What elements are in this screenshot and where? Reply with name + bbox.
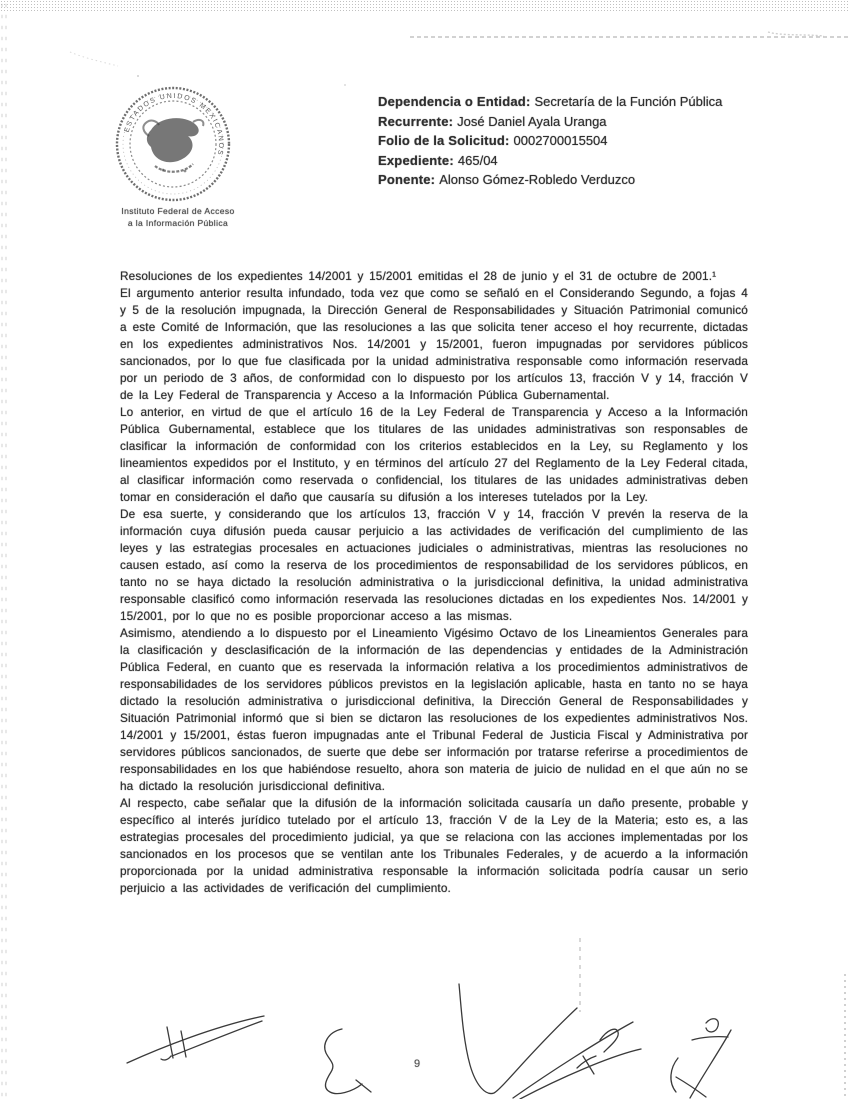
paragraph-de-esa-suerte: De esa suerte, y considerando que los artículos 13, fracción V y 14, fracción V prevén la reserva de la información cuya difusión pueda causar perjuicio a las actividades de verificación del cumplimiento de las leyes y las estrategias procesales en actuaciones judiciales o administrativas, mientras las resoluciones no causen estado, así como la reserva de los procedimientos de responsabilidad de los servidores públicos, en tanto no se haya dictado la resolución administrativa o la jurisdiccional definitiva, la unidad administrativa responsable clasificó como información reservada las resoluciones dictadas en los expedientes Nos. 14/2001 y 15/2001, por lo que no es posible proporcionar acceso a las mismas. [120,507,748,623]
field-dependencia [378,92,816,112]
signature-left [127,1016,264,1063]
field-ponente-label: Ponente: [378,172,436,187]
field-folio-value: 0002700015504 [513,133,608,148]
page-number: 9 [414,1058,421,1070]
document-body [120,268,748,897]
ifai-seal [105,76,241,212]
field-expediente-value: 465/04 [457,152,498,168]
field-ponente [378,170,816,190]
field-expediente-label: Expediente: [378,152,454,168]
seal-caption-line1: Instituto Federal de Acceso [121,206,235,216]
paragraph-lo-anterior: Lo anterior, en virtud de que el artículo 16 de la Ley Federal de Transparencia y Acceso a la Información Pública Gubernamental, establece que los titulares de las unidades administrativas son responsables de clasificar la información de conformidad con los criterios establecidos en la Ley, su Reglamento y los lineamientos expedidos por el Instituto, y en términos del artículo 27 del Reglamento de la Ley Federal citada, al clasificar información como reservada o confidencial, los titulares de las unidades administrativas deben tomar en consideración el daño que causaría su difusión a los intereses tutelados por la Ley. [120,405,748,504]
eagle-emblem-icon [143,118,203,172]
scan-artifact-left-band [0,0,9,1099]
field-expediente [378,151,816,171]
seal-graphic-icon [105,76,241,212]
paragraph-asimismo: Asimismo, atendiendo a lo dispuesto por el Lineamiento Vigésimo Octavo de los Lineamientos Generales para la clasificación y desclasificación de la información de las dependencias y entidades de la Administración Pública Federal, en cuanto que es reservada la información relativa a los procedimientos administrativos de responsabilidades de los servidores públicos previstos en la legislación aplicable, hasta en tanto no se haya dictado la resolución administrativa o jurisdiccional definitiva, la Dirección General de Responsabilidades y Situación Patrimonial informó que si bien se dictaron las resoluciones de los expedientes administrativos Nos. 14/2001 y 15/2001, éstas fueron impugnadas ante el Tribunal Federal de Justicia Fiscal y Administrativa por servidores públicos sancionados, de suerte que debe ser información por tratarse referirse a procedimientos de responsabilidades en los que habiéndose resuelto, ahora son materia de juicio de nulidad en el que aún no se ha dictado la resolución jurisdiccional definitiva. [120,626,748,793]
paragraph-argumento-infundado: El argumento anterior resulta infundado, toda vez que como se señaló en el Considerando Segundo, a fojas 4 y 5 de la resolución impugnada, la Dirección General de Responsabilidades y Situación Patrimonial comunicó a este Comité de Información, que las resoluciones a las que solicita tener acceso el hoy recurrente, dictadas en los expedientes administrativos Nos. 14/2001 y 15/2001, fueron impugnadas por servidores públicos sancionados, por lo que fue clasificada por la unidad administrativa responsable como información reservada por un periodo de 3 años, de conformidad con lo dispuesto por los artículos 13, fracción V y 14, fracción V de la Ley Federal de Transparencia y Acceso a la Información Pública Gubernamental. [120,286,748,402]
field-ponente-value: Alonso Gómez-Robledo Verduzco [439,172,636,187]
field-recurrente-label: Recurrente: [378,113,454,129]
scan-artifact-right-dots [843,972,847,1099]
field-recurrente [378,112,816,132]
signature-curl [325,1029,371,1094]
seal-ring-text: ESTADOS UNIDOS MEXICANOS [123,92,225,157]
scan-artifact-top-line [410,36,850,38]
scan-artifact-top-band [0,0,850,13]
paragraph-al-respecto: Al respecto, cabe señalar que la difusión de la información solicitada causaría un daño presente, probable y específico al interés jurídico tutelado por el artículo 13, fracción V de la Ley de la Materia; esto es, a las estrategias procesales del procedimiento judicial, ya que se relaciona con las acciones implementadas por los sancionados en los procesos que se ventilan ante los Tribunales Federales, y de acuerdo a la información proporcionada por la unidad administrativa responsable la información solicitada podría causar un serio perjuicio a las actividades de verificación del cumplimiento. [120,796,748,895]
field-folio-label: Folio de la Solicitud: [378,133,510,148]
paragraph-resoluciones: Resoluciones de los expedientes 14/2001 y 15/2001 emitidas el 28 de junio y el 31 de octubre de 2001.¹ [120,269,717,283]
signature-large [459,984,641,1099]
field-folio [378,131,816,151]
signature-x-mark [671,1019,731,1098]
field-recurrente-value: José Daniel Ayala Uranga [457,113,607,129]
field-dependencia-label: Dependencia o Entidad: [378,94,531,109]
field-dependencia-value: Secretaría de la Función Pública [534,94,723,109]
seal-caption [94,206,262,229]
seal-caption-line2: a la Información Pública [127,217,229,228]
case-header [378,92,816,190]
